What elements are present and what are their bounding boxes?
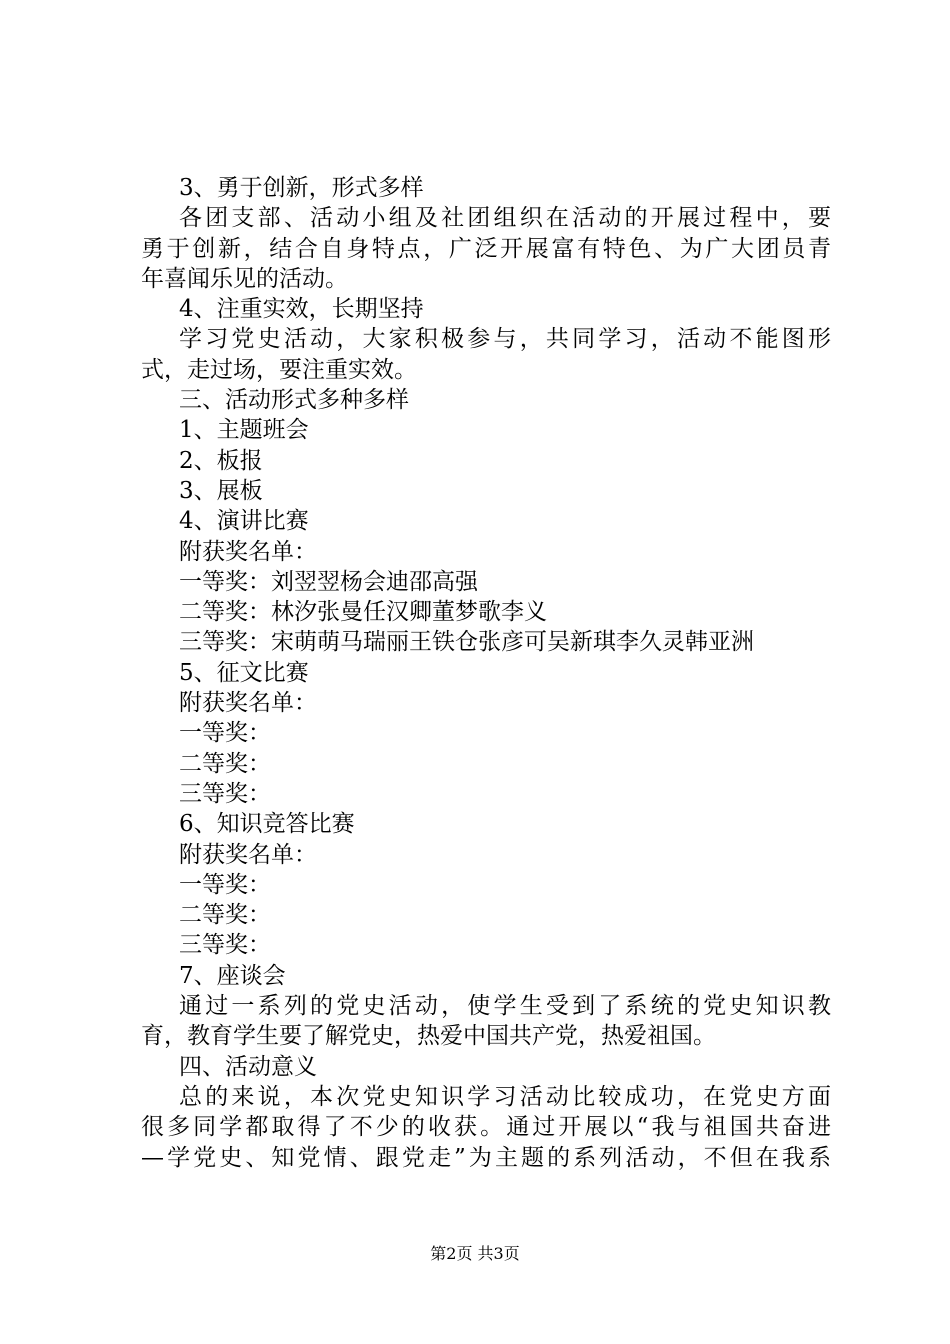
text-line: 3、勇于创新，形式多样: [179, 175, 424, 201]
text-line: 5、征文比赛: [179, 659, 309, 686]
text-line: 三等奖：: [179, 932, 271, 959]
text-line: 一等奖：: [179, 871, 271, 898]
text-line: 各团支部、活动小组及社团组织在活动的开展过程中，要: [179, 205, 831, 232]
text-line: 2、板报: [179, 447, 263, 474]
text-line: 三等奖：宋萌萌马瑞丽王铁仓张彦可吴新琪李久灵韩亚洲: [179, 629, 754, 656]
text-line: 很多同学都取得了不少的收获。通过开展以“我与祖国共奋进: [141, 1114, 831, 1141]
text-line: 4、注重实效，长期坚持: [179, 296, 424, 323]
text-line: 6、知识竞答比赛: [179, 811, 355, 838]
text-line: 三等奖：: [179, 780, 271, 807]
text-line: 四、活动意义: [179, 1053, 317, 1080]
text-line: —学党史、知党情、跟党走”为主题的系列活动，不但在我系: [141, 1144, 831, 1171]
text-line: 二等奖：: [179, 902, 271, 929]
text-line: 附获奖名单：: [179, 841, 317, 868]
text-line: 1、主题班会: [179, 417, 309, 444]
text-line: 年喜闻乐见的活动。: [141, 265, 348, 292]
text-line: 一等奖：刘翌翌杨会迪邵高强: [179, 568, 478, 595]
text-line: 附获奖名单：: [179, 538, 317, 565]
text-line: 三、活动形式多种多样: [179, 387, 409, 414]
text-line: 通过一系列的党史活动，使学生受到了系统的党史知识教: [179, 993, 831, 1020]
text-line: 总的来说，本次党史知识学习活动比较成功，在党史方面: [179, 1083, 831, 1110]
text-line: 学习党史活动，大家积极参与，共同学习，活动不能图形: [179, 326, 831, 353]
text-line: 勇于创新，结合自身特点，广泛开展富有特色、为广大团员青: [141, 235, 831, 262]
text-line: 附获奖名单：: [179, 690, 317, 717]
text-line: 一等奖：: [179, 720, 271, 747]
document-body: [141, 173, 831, 1173]
text-line: 二等奖：: [179, 750, 271, 777]
page-footer: 第2页 共3页: [430, 1244, 520, 1263]
text-line: 式，走过场，要注重实效。: [141, 356, 417, 383]
text-line: 7、座谈会: [179, 962, 286, 989]
text-line: 二等奖：林汐张曼任汉卿董梦歌李义: [179, 599, 547, 626]
text-line: 4、演讲比赛: [179, 508, 309, 535]
text-line: 育，教育学生要了解党史，热爱中国共产党，热爱祖国。: [141, 1023, 716, 1050]
text-line: 3、展板: [179, 477, 263, 504]
